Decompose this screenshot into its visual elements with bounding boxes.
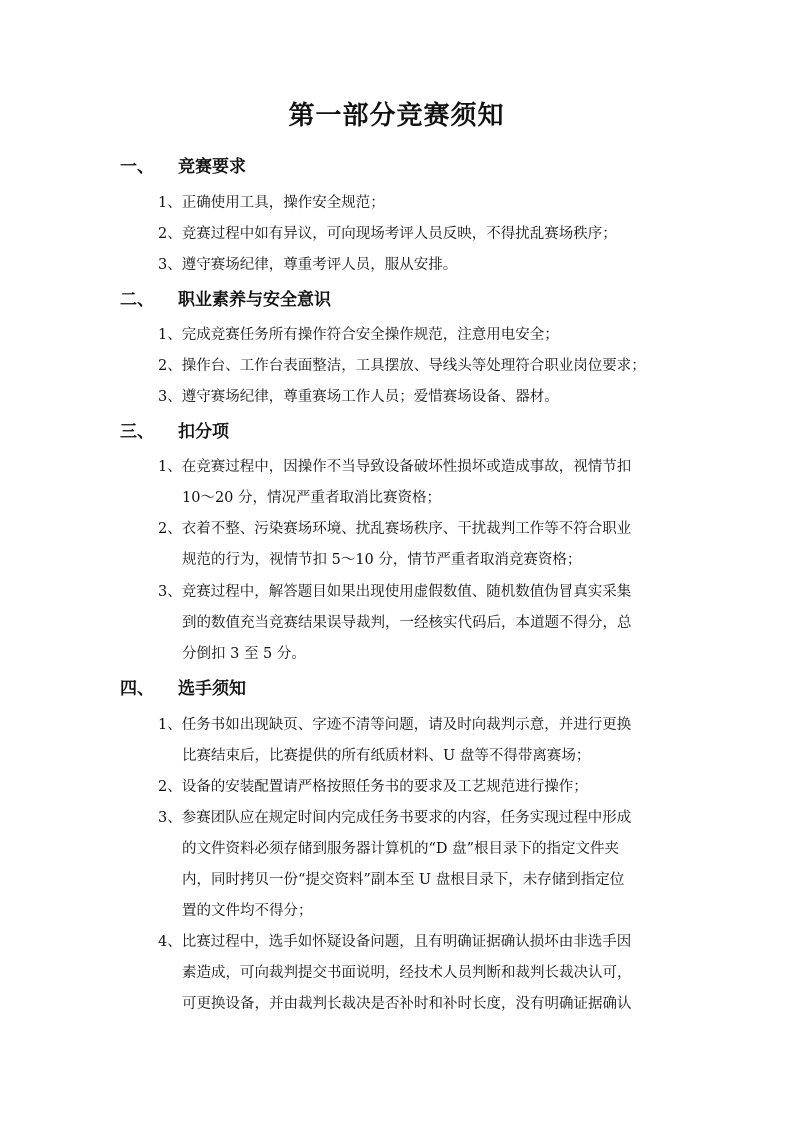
- list-item-continuation: 内，同时拷贝一份“提交资料”副本至 U 盘根目录下，未存储到指定位: [182, 872, 625, 888]
- list-item-continuation: 分倒扣 3 至 5 分。: [182, 646, 306, 662]
- list-item-text: 3、遵守赛场纪律，尊重赛场工作人员；爱惜赛场设备、器材。: [158, 389, 559, 405]
- list-item-continuation: 素造成，可向裁判提交书面说明，经技术人员判断和裁判长裁决认可，: [182, 965, 632, 981]
- section-title: 扣分项: [178, 422, 229, 442]
- section-heading-3: [120, 418, 229, 446]
- list-item-text: 1、任务书如出现缺页、字迹不清等问题，请及时向裁判示意，并进行更换: [158, 717, 632, 733]
- section-number: 四、: [120, 679, 154, 699]
- list-item-text: 3、竞赛过程中，解答题目如果出现使用虚假数值、随机数值伪冒真实采集: [158, 584, 632, 600]
- list-item-continuation: 的文件资料必须存储到服务器计算机的“D 盘”根目录下的指定文件夹: [182, 841, 620, 857]
- list-item-continuation: 到的数值充当竞赛结果误导裁判，一经核实代码后，本道题不得分，总: [182, 615, 632, 631]
- list-item-text: 1、在竞赛过程中，因操作不当导致设备破坏性损坏或造成事故，视情节扣: [158, 459, 632, 475]
- page-title: 第一部分竞赛须知: [288, 101, 505, 131]
- section-heading-1: [120, 153, 246, 181]
- section-number: 一、: [120, 157, 154, 177]
- section-title: 选手须知: [178, 679, 246, 699]
- list-item-text: 3、参赛团队应在规定时间内完成任务书要求的内容，任务实现过程中形成: [158, 810, 632, 826]
- section-number: 三、: [120, 422, 154, 442]
- list-item-continuation: 可更换设备，并由裁判长裁决是否补时和补时长度，没有明确证据确认: [182, 996, 632, 1012]
- list-item-continuation: 规范的行为，视情节扣 5～10 分，情节严重者取消竞赛资格；: [182, 552, 582, 568]
- list-item-text: 1、完成竞赛任务所有操作符合安全操作规范，注意用电安全；: [158, 327, 559, 343]
- section-title: 竞赛要求: [178, 157, 246, 177]
- list-item-continuation: 置的文件均不得分；: [182, 903, 313, 919]
- section-heading-4: [120, 675, 246, 703]
- section-number: 二、: [120, 290, 154, 310]
- list-item-continuation: 10～20 分，情况严重者取消比赛资格；: [182, 490, 442, 506]
- list-item-text: 3、遵守赛场纪律，尊重考评人员，服从安排。: [158, 257, 458, 273]
- list-item-text: 2、竞赛过程中如有异议，可向现场考评人员反映，不得扰乱赛场秩序；: [158, 226, 617, 242]
- section-title: 职业素养与安全意识: [178, 290, 331, 310]
- list-item-text: 2、设备的安装配置请严格按照任务书的要求及工艺规范进行操作；: [158, 779, 588, 795]
- list-item-continuation: 比赛结束后，比赛提供的所有纸质材料、U 盘等不得带离赛场；: [182, 748, 591, 764]
- section-heading-2: [120, 286, 331, 314]
- list-item-text: 4、比赛过程中，选手如怀疑设备问题，且有明确证据确认损坏由非选手因: [158, 934, 632, 950]
- list-item-text: 2、操作台、工作台表面整洁，工具摆放、导线头等处理符合职业岗位要求；: [158, 358, 646, 374]
- list-item-text: 2、衣着不整、污染赛场环境、扰乱赛场秩序、干扰裁判工作等不符合职业: [158, 521, 632, 537]
- list-item-text: 1、正确使用工具，操作安全规范；: [158, 195, 385, 211]
